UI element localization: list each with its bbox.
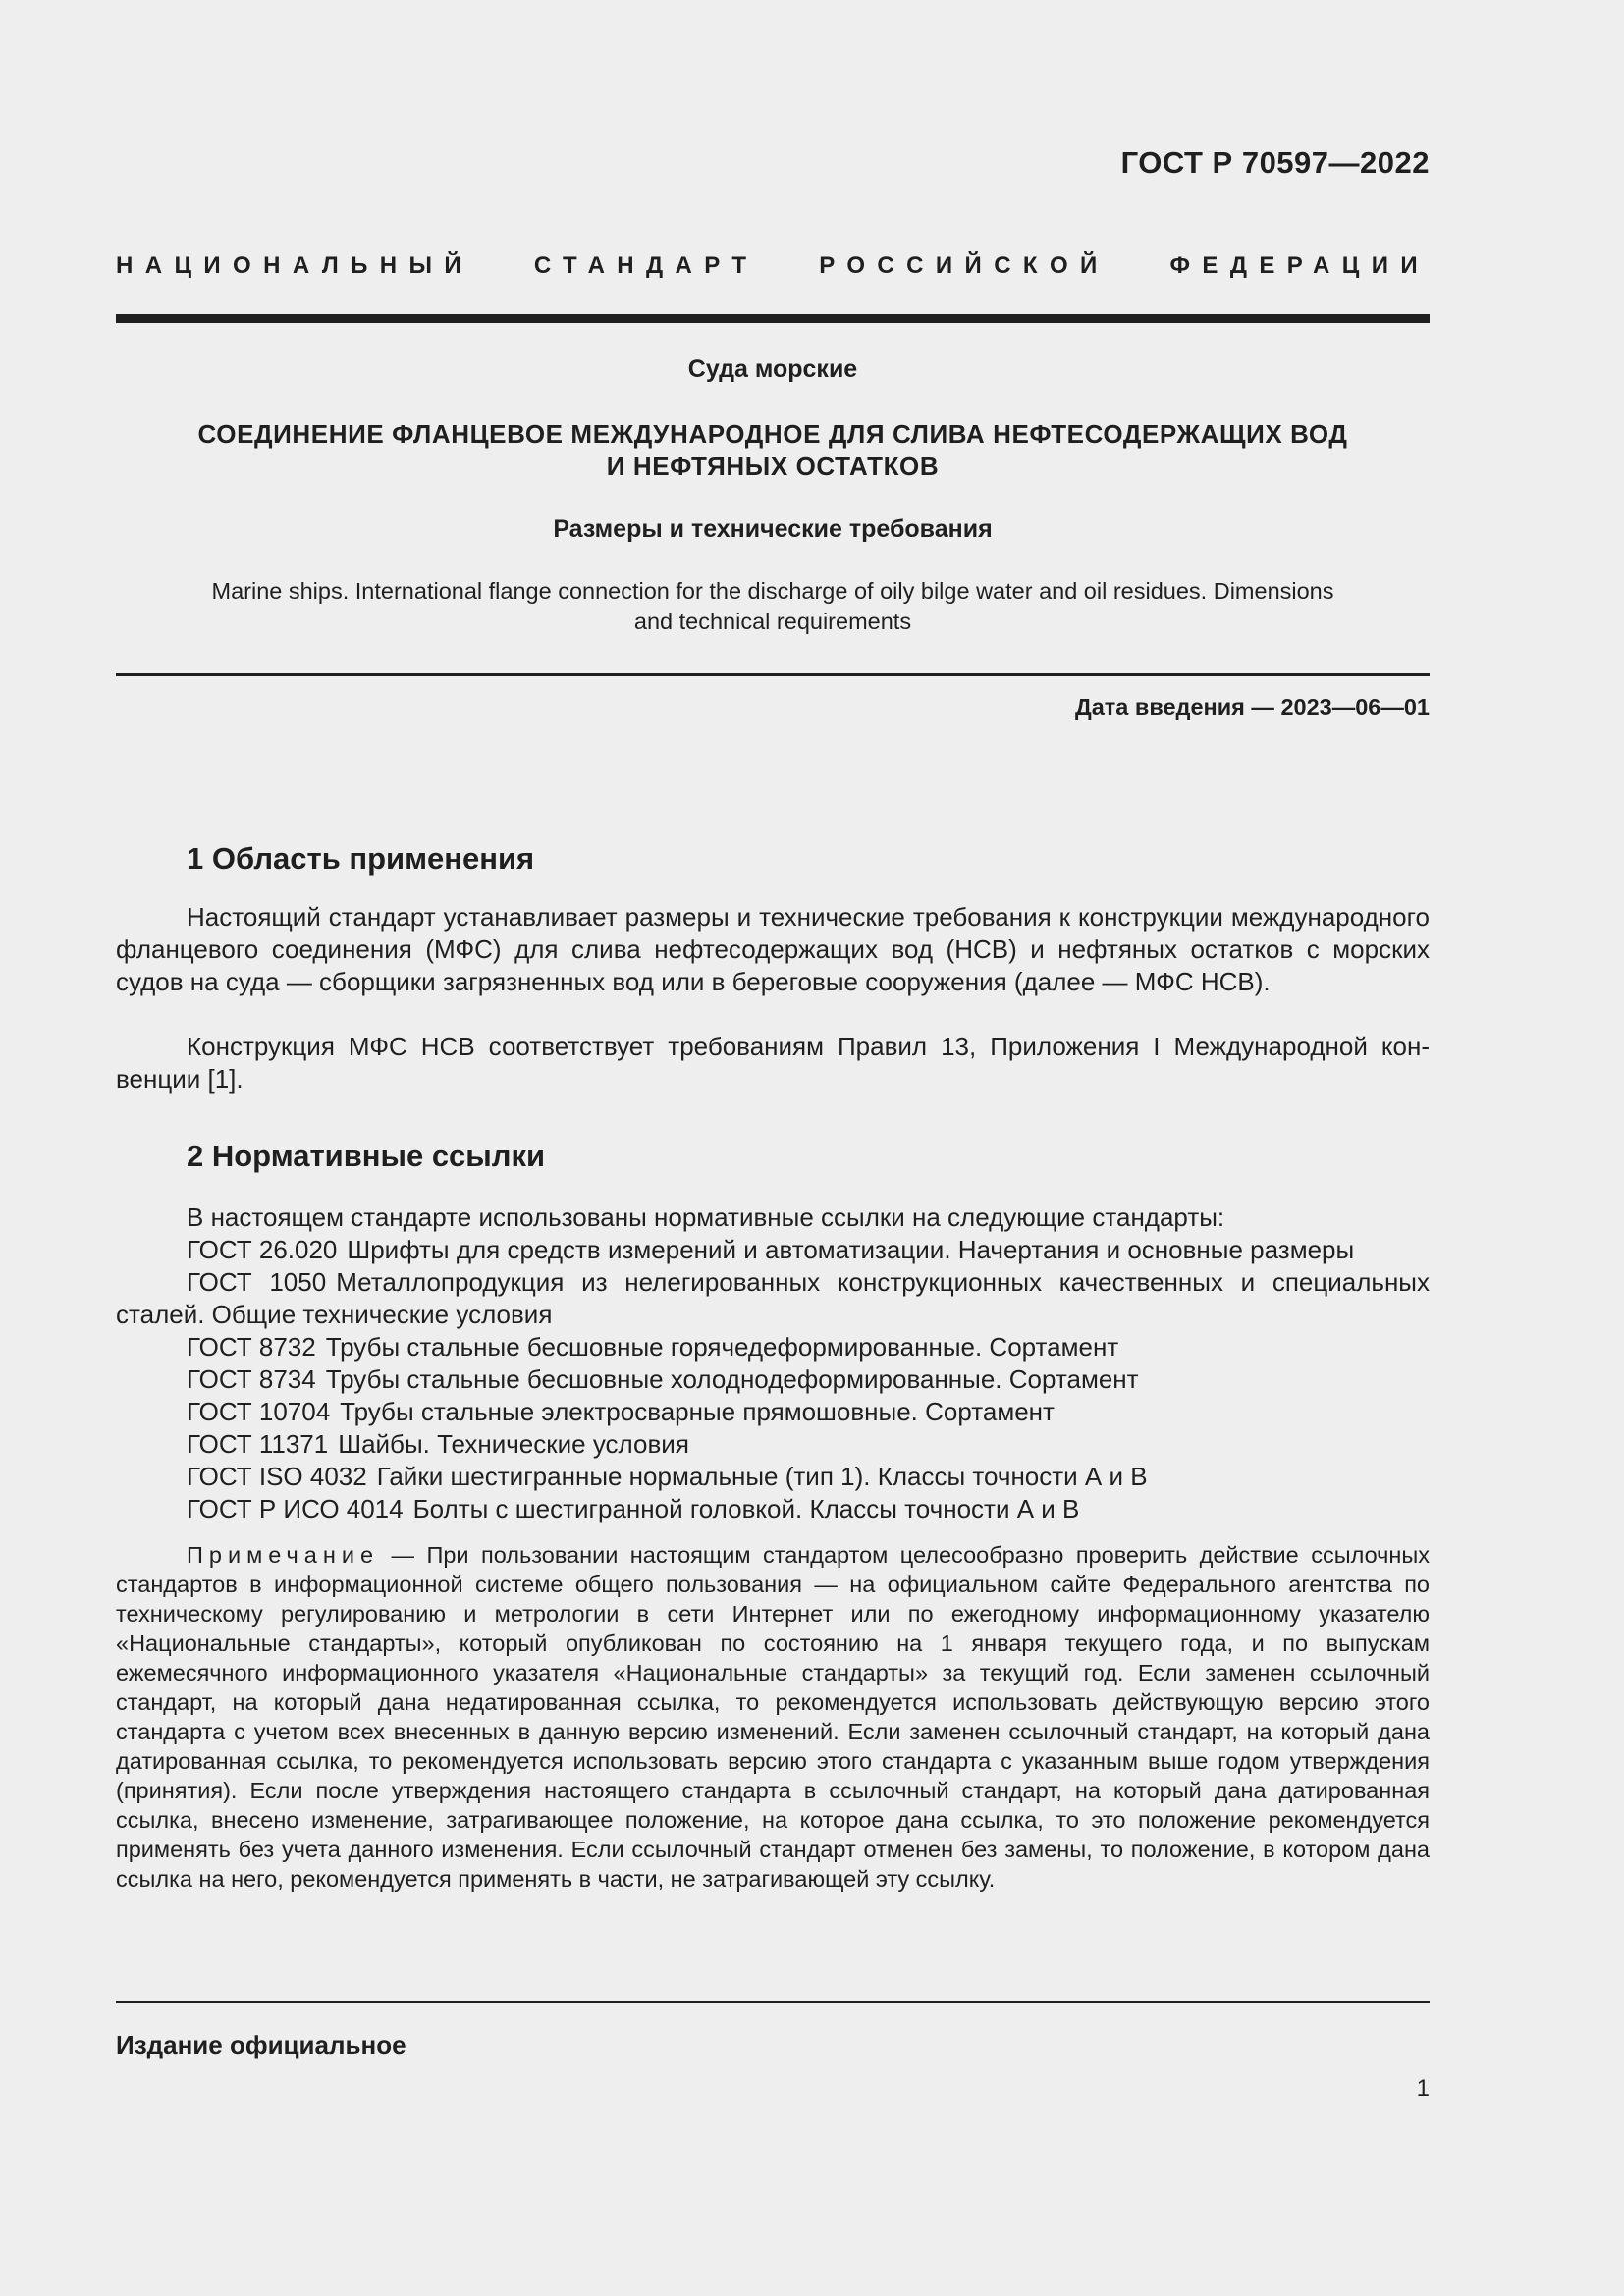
introduction-date: Дата введения — 2023—06—01 [1074,694,1430,720]
reference-code: ГОСТ 26.020 [187,1235,338,1264]
document-subject: Суда морские [687,355,858,383]
national-standard-banner: НАЦИОНАЛЬНЫЙ СТАНДАРТ РОССИЙСКОЙ ФЕДЕРАЦИИ [116,252,1430,279]
document-main-title [116,418,1430,483]
section-2-heading: 2 Нормативные ссылки [187,1139,546,1173]
reference-item [116,1266,1430,1331]
document-subtitle: Размеры и технические требования [553,515,993,543]
standard-number: ГОСТ Р 70597—2022 [1120,145,1430,180]
reference-code: ГОСТ 10704 [187,1397,331,1426]
note-text: — При пользовании настоящим стандартом целесообразно проверить действие ссылочных стандартов в информационной системе общего пользования — на официальном сайте Федерального агентства по техническому регулированию и метрологии в сети Интернет или по ежегодному информационному указателю «Национальные стандарты», который опубликован по состоянию на 1 января текущего года, и по выпускам ежемесячного информационного указателя «Национальные стандарты» за текущий год. Если заменен ссылочный стандарт, на который дана недатированная ссылка, то рекомендуется использовать действующую версию этого стандарта с учетом всех внесенных в данную версию изменений. Если заменен ссылочный стандарт, на который дана датированная ссылка, то рекомендуется использовать версию этого стандарта с указанным выше годом утверждения (принятия). Если после утверждения настоящего стандарта в ссылочный стандарт, на который дана датированная ссылка, внесено изменение, затрагивающее положение, на которое дана ссылка, то это положение рекомендуется применять без учета данного изменения. Если ссылочный стандарт отменен без замены, то положение, в котором дана ссылка на него, рекомендуется применять в части, не затрагивающей эту ссылку. [116,1542,1430,1892]
reference-item [116,1493,1430,1525]
reference-code: ГОСТ 1050 [187,1267,327,1297]
main-title-line-2: И НЕФТЯНЫХ ОСТАТКОВ [606,452,940,481]
reference-title: Болты с шестигранной головкой. Классы точности А и В [412,1494,1080,1523]
reference-title: Трубы стальные бесшовные холоднодеформированные. Сортамент [325,1364,1139,1394]
footer-divider [116,2001,1430,2003]
reference-item [116,1396,1430,1428]
reference-title: Шайбы. Технические условия [338,1429,689,1459]
reference-title: Металлопродукция из нелегированных конструкционных качественных и специальных сталей. Общие технические условия [116,1267,1430,1329]
reference-code: ГОСТ 11371 [187,1429,329,1459]
references-note [116,1540,1430,1894]
official-edition-label: Издание официальное [116,2030,406,2059]
reference-code: ГОСТ 8732 [187,1332,316,1362]
note-label: Примечание [187,1542,380,1568]
reference-item [116,1461,1430,1493]
title-divider [116,673,1430,676]
reference-code: ГОСТ Р ИСО 4014 [187,1494,404,1523]
reference-item [116,1234,1430,1266]
reference-title: Гайки шестигранные нормальные (тип 1). Классы точности А и В [376,1462,1148,1491]
english-title-line-2: and technical requirements [633,609,912,634]
reference-title: Шрифты для средств измерений и автоматизации. Начертания и основные размеры [347,1235,1355,1264]
references-intro: В настоящем стандарте использованы нормативные ссылки на следующие стандарты: [187,1202,1225,1232]
section-1-paragraph-2: Конструкция МФС НСВ соответствует требованиям Правил 13, Приложения I Международной конвенции [1]. [116,1032,1430,1094]
page-number: 1 [1416,2075,1430,2102]
section-1-heading: 1 Область применения [187,841,535,876]
reference-title: Трубы стальные бесшовные горячедеформированные. Сортамент [325,1332,1119,1362]
english-title [165,576,1380,637]
section-1-paragraph-1: Настоящий стандарт устанавливает размеры и технические требования к конструкции международного фланцевого соединения (МФС) для слива нефтесодержащих вод (НСВ) и нефтяных остатков с морских судов на суда — сборщики загрязненных вод или в береговые сооружения (далее — МФС НСВ). [116,902,1430,996]
reference-item [116,1428,1430,1461]
english-title-line-1: Marine ships. International flange connection for the discharge of oily bilge water and oil residues. Dimensions [211,578,1334,604]
reference-code: ГОСТ ISO 4032 [187,1462,367,1491]
reference-code: ГОСТ 8734 [187,1364,316,1394]
header-divider [116,314,1430,323]
normative-references-list [116,1201,1430,1525]
main-title-line-1: СОЕДИНЕНИЕ ФЛАНЦЕВОЕ МЕЖДУНАРОДНОЕ ДЛЯ СЛИВА НЕФТЕСОДЕРЖАЩИХ ВОД [197,419,1348,449]
reference-title: Трубы стальные электросварные прямошовные. Сортамент [340,1397,1055,1426]
reference-item [116,1331,1430,1363]
reference-item [116,1363,1430,1396]
